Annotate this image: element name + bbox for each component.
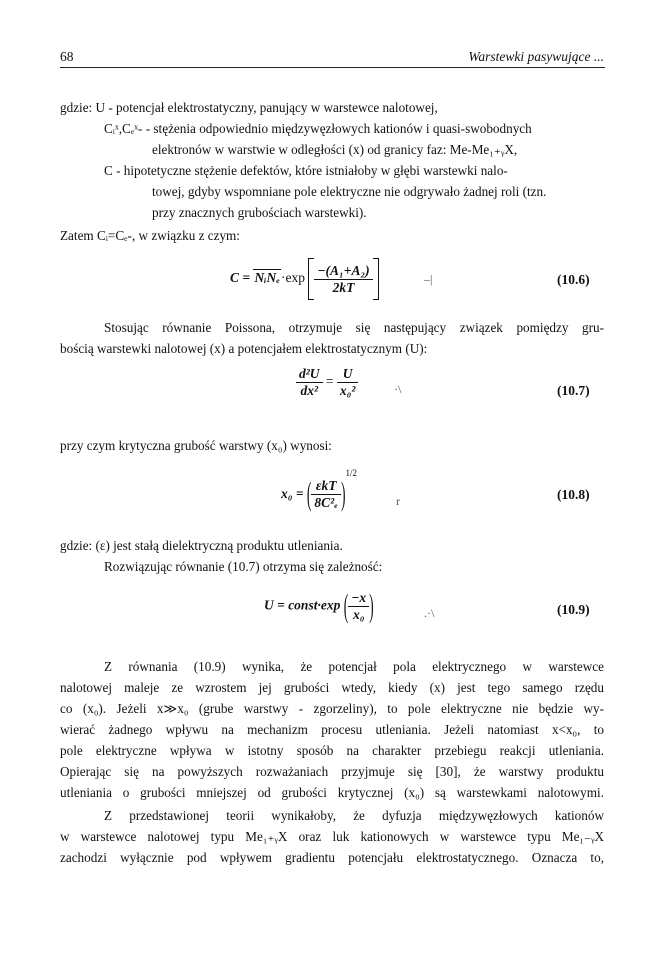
eq107-equals: = <box>325 373 334 389</box>
definition-line-4: C - hipotetyczne stężenie defektów, które istniałoby w głębi warstewki nalo- <box>104 163 508 178</box>
definition-line-6: przy znacznych grubościach warstewki). <box>152 205 367 220</box>
margin-mark: r <box>396 494 400 508</box>
margin-mark: .·\ <box>424 606 435 620</box>
eq108-exponent: 1/2 <box>345 468 357 478</box>
equation-10-6 <box>230 258 379 300</box>
paragraph-2: przy czym krytyczna grubość warstwy (x₀) wynosi: <box>60 438 332 453</box>
definition-line-2: Cᵢˣ,Cₑˣ- - stężenia odpowiednio międzywęzłowych kationów i quasi-swobodnych <box>104 121 532 136</box>
equation-number-10-8: (10.8) <box>557 487 590 502</box>
eq106-sqrt: NᵢNₑ <box>254 270 280 286</box>
eq109-numerator: −x <box>348 590 369 607</box>
page-number: 68 <box>60 49 74 64</box>
equation-number-10-9: (10.9) <box>557 602 590 617</box>
paragraph-6-line-2: w warstewce nalotowej typu Me₁₊ᵧX oraz luk kationowych w warstewce typu Me₁₋ᵧX <box>60 829 604 844</box>
equation-number-10-6: (10.6) <box>557 272 590 287</box>
margin-mark: ·\ <box>394 382 402 396</box>
eq109-left-paren: ( <box>343 587 349 624</box>
eq107-rhs-numerator: U <box>337 366 359 383</box>
paragraph-6-line-3: zachodzi wyłącznie pod wpływem gradientu potencjału elektrostatycznego. Oznacza to, <box>60 850 604 865</box>
paragraph-5-line-7: utleniania o grubości mniejszej od grubości krytycznej (x₀) są warstewkami nalotowymi. <box>60 785 604 800</box>
paragraph-1-line-2: bością warstewki nalotowej (x) a potencjałem elektrostatycznym (U): <box>60 341 428 356</box>
definition-line-1: gdzie: U - potencjał elektrostatyczny, panujący w warstewce nalotowej, <box>60 100 438 115</box>
paragraph-1-line-1: Stosując równanie Poissona, otrzymuje się następujący związek pomiędzy gru- <box>104 320 604 335</box>
running-title: Warstewki pasywujące ... <box>468 49 604 64</box>
paragraph-5-line-4: wierać żadnego wpływu na mechanizm procesu utleniania. Jeżeli natomiast x<x₀, to <box>60 722 604 737</box>
paragraph-5-line-5: pole elektryczne wpływa w istotny sposób na charakter przebiegu reakcji utleniania. <box>60 743 604 758</box>
eq106-exp: ·exp <box>280 270 305 286</box>
eq108-lhs: x₀ = <box>281 486 304 501</box>
eq106-numerator: −(A₁+A₂) <box>314 263 372 280</box>
definition-line-3: elektronów w warstwie w odległości (x) od granicy faz: Me-Me₁₊ᵧX, <box>152 142 518 157</box>
paragraph-5-line-3: co (x₀). Jeżeli x≫x₀ (grube warstwy - zgorzeliny), to pole elektryczne nie będzie wy- <box>60 701 604 716</box>
eq109-right-paren: ) <box>369 587 374 624</box>
paragraph-5-line-1: Z równania (10.9) wynika, że potencjał pola elektrycznego w warstewce <box>104 659 604 674</box>
equation-10-7 <box>296 366 358 399</box>
definition-line-7: Zatem Cᵢ=Cₑ-, w związku z czym: <box>60 228 240 243</box>
eq106-denominator: 2kT <box>332 279 355 295</box>
eq108-left-paren: ( <box>306 475 312 512</box>
eq106-right-bracket <box>373 258 379 300</box>
eq108-denominator: 8C²ₑ <box>314 495 338 511</box>
equation-10-8 <box>281 468 357 511</box>
paragraph-6-line-1: Z przedstawionej teorii wynikałoby, że dyfuzja międzywęzłowych kationów <box>104 808 604 823</box>
eq109-denominator: x₀ <box>352 607 365 622</box>
eq108-right-paren: ) <box>340 475 346 512</box>
eq107-lhs-numerator: d²U <box>296 366 323 383</box>
eq108-numerator: εkT <box>311 478 341 495</box>
paragraph-4: Rozwiązując równanie (10.7) otrzyma się zależność: <box>104 559 383 574</box>
equation-number-10-7: (10.7) <box>557 383 590 398</box>
eq107-lhs-denominator: dx² <box>300 383 319 398</box>
eq109-lhs: U = const·exp <box>264 597 341 613</box>
margin-mark: –| <box>424 272 433 286</box>
paragraph-3: gdzie: (ε) jest stałą dielektryczną produktu utleniania. <box>60 538 343 553</box>
equation-10-9 <box>264 587 374 624</box>
header-rule <box>60 67 605 68</box>
eq107-rhs-denominator: x₀² <box>339 383 356 398</box>
paragraph-5-line-2: nalotowej maleje ze wzrostem jej grubości wtedy, kiedy (x) jest tego samego rzędu <box>60 680 604 695</box>
eq106-lhs: C = <box>230 270 254 286</box>
paragraph-5-line-6: Opierając się na powyższych rozważaniach przyjmuje się [30], że warstwy produktu <box>60 764 604 779</box>
definition-line-5: towej, gdyby wspomniane pole elektryczne nie odgrywało żadnej roli (tzn. <box>152 184 547 199</box>
